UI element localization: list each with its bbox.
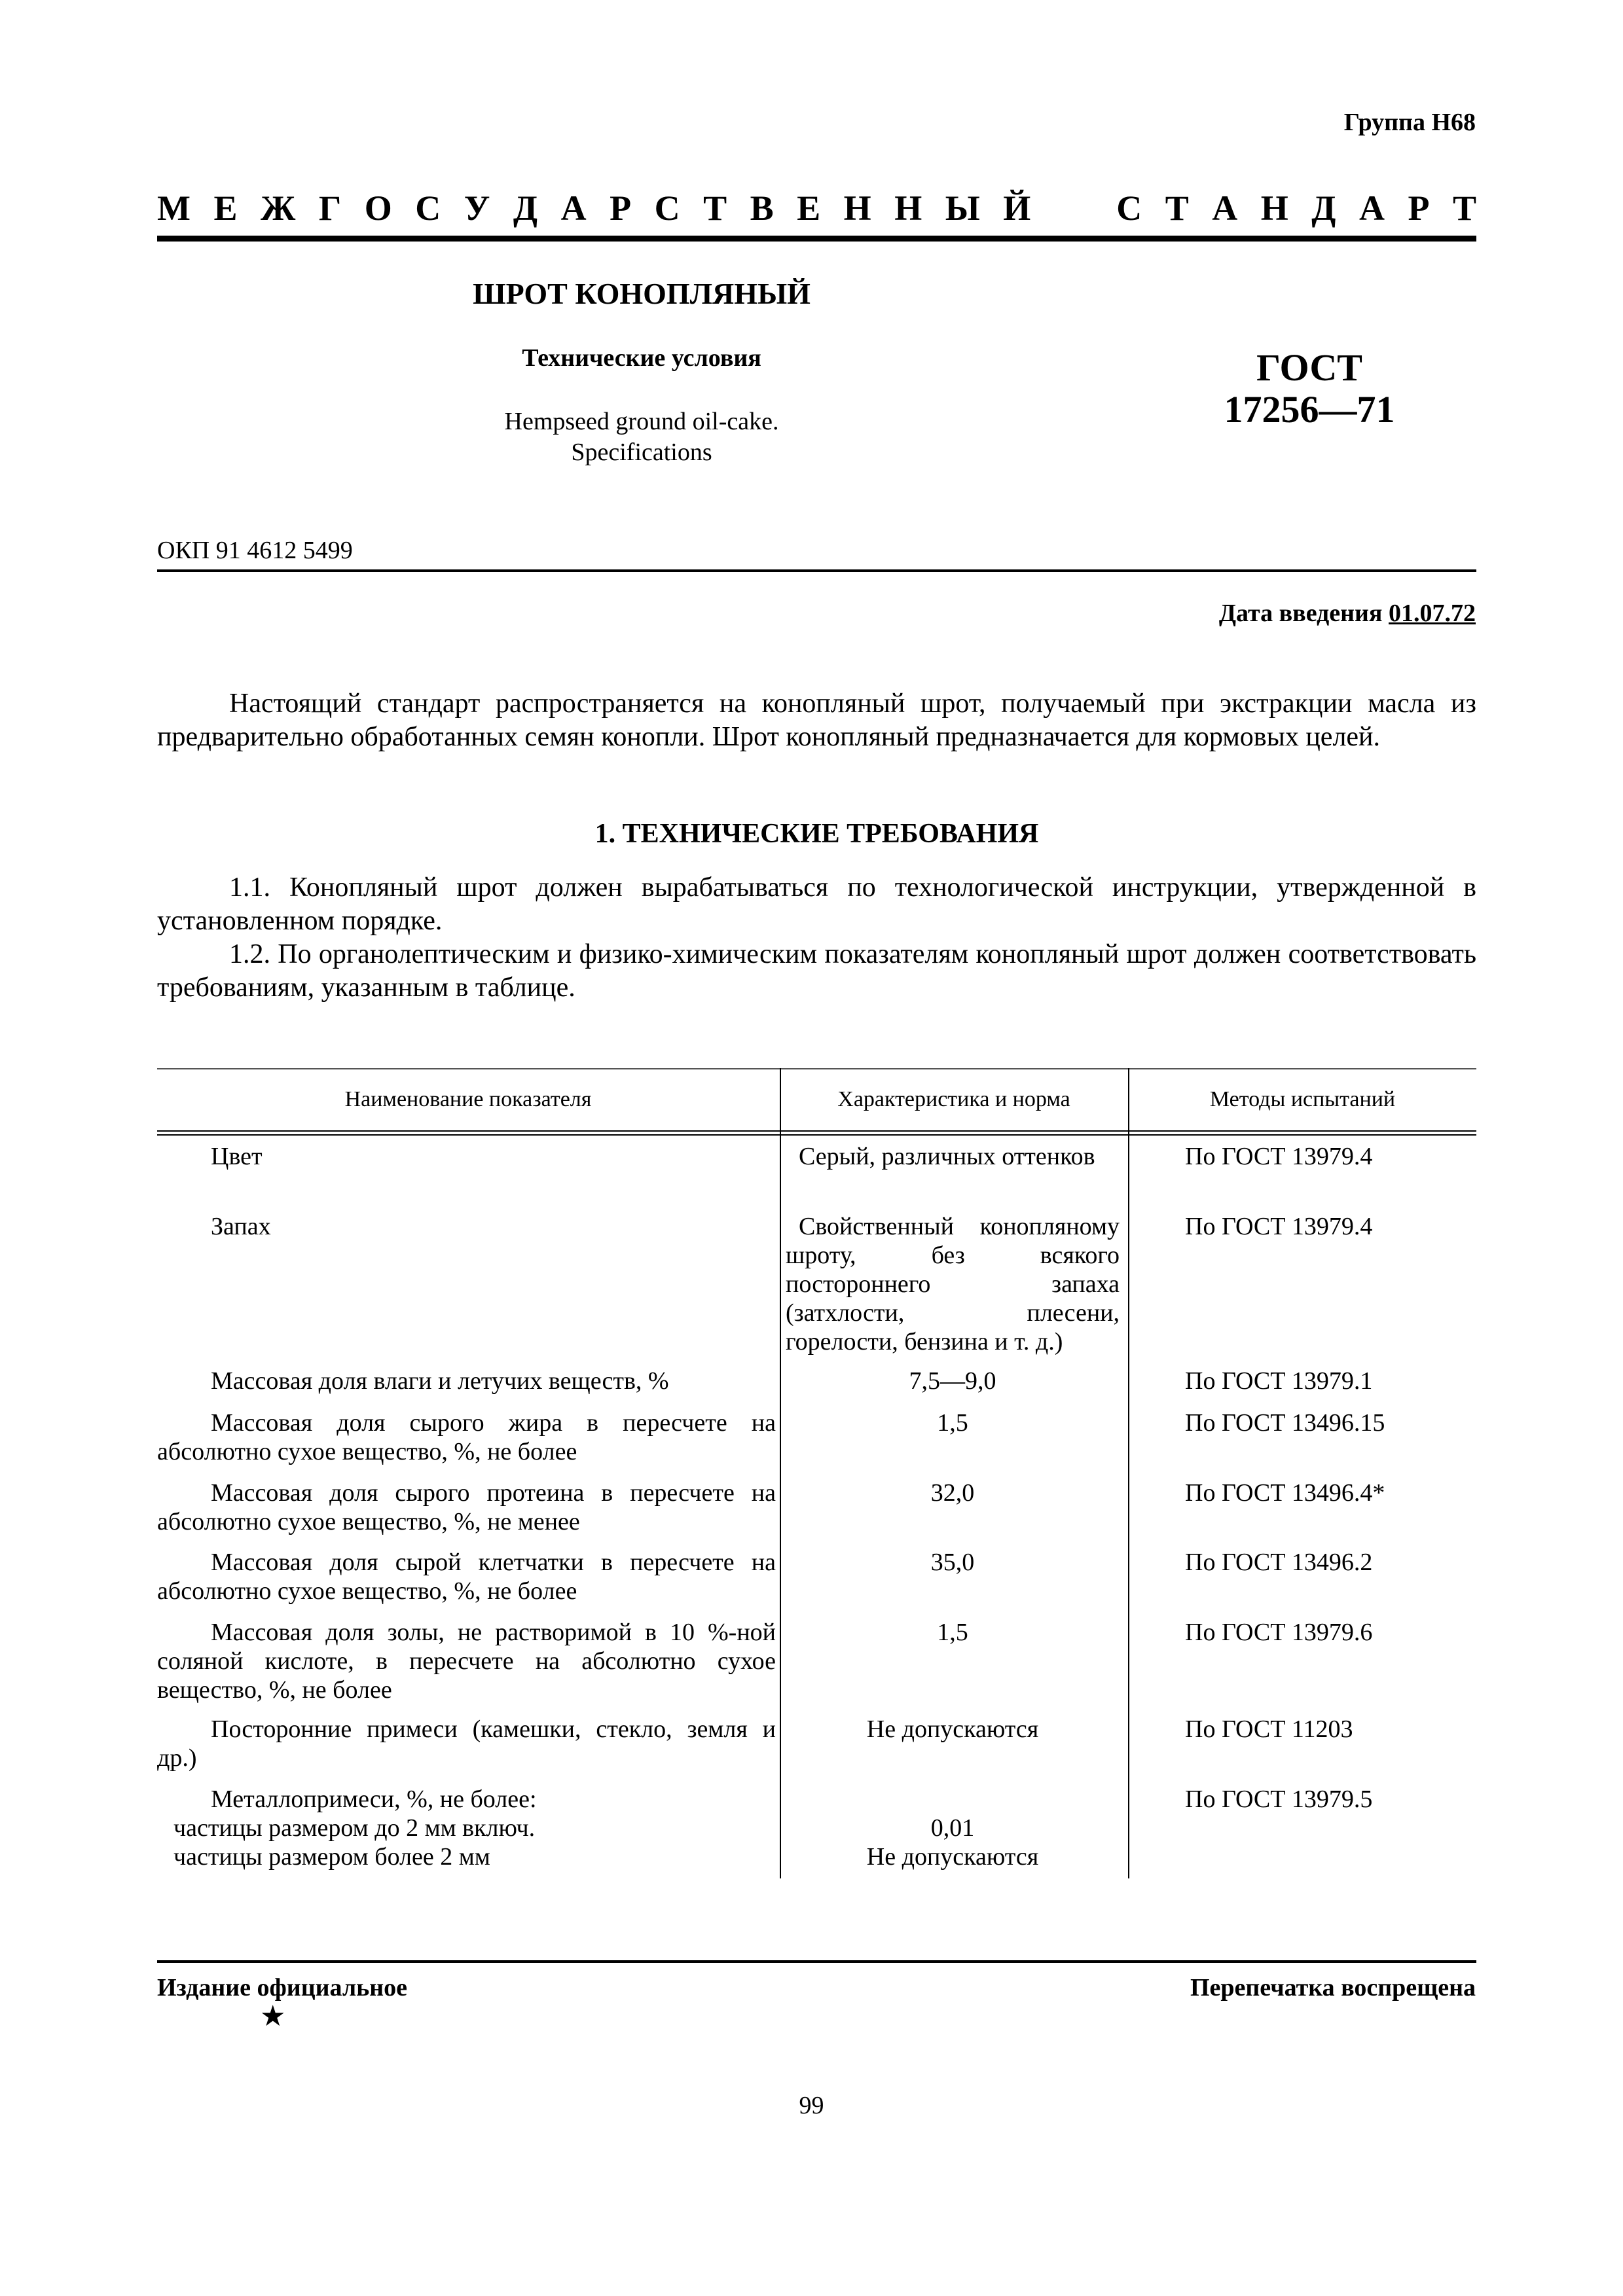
test-method: По ГОСТ 13496.2	[1185, 1549, 1373, 1576]
effective-date-value: 01.07.72	[1389, 600, 1476, 627]
gost-number: 17256—71	[1224, 388, 1395, 431]
heading-letter: О	[364, 188, 392, 228]
indicator-name: Массовая доля сырого протеина в пересчете на абсолютно сухое вещество, %, не менее	[157, 1479, 776, 1535]
heading-letter: У	[464, 188, 490, 228]
test-method: По ГОСТ 13979.4	[1185, 1143, 1373, 1170]
english-title-line2: Specifications	[571, 439, 712, 466]
indicator-name: Запах	[211, 1213, 271, 1240]
indicator-name: Цвет	[211, 1143, 263, 1170]
table-header-rule-1	[157, 1130, 1476, 1132]
heading-word-gap	[1054, 188, 1093, 227]
star-icon: ★	[260, 2000, 286, 2032]
heading-letter: Т	[1452, 188, 1476, 228]
heading-letter: Г	[318, 188, 342, 228]
page-number: 99	[799, 2092, 824, 2119]
indicator-norm: 32,0	[930, 1479, 975, 1507]
test-method: По ГОСТ 13979.1	[1185, 1367, 1373, 1395]
indicator-norm: Серый, различных оттенков	[799, 1143, 1095, 1170]
table-column-divider-1	[780, 1068, 781, 1878]
heading-letter: А	[560, 188, 587, 228]
indicator-name: Массовая доля сырого жира в пересчете на абсолютно сухое вещество, %, не более	[157, 1409, 776, 1465]
heading-letter: Р	[1408, 188, 1430, 228]
indicator-norm: 7,5—9,0	[909, 1367, 996, 1395]
test-method: По ГОСТ 13979.4	[1185, 1213, 1373, 1240]
okp-code: ОКП 91 4612 5499	[157, 537, 353, 564]
table-header-name: Наименование показателя	[344, 1087, 592, 1111]
heading-letter: А	[1359, 188, 1385, 228]
heading-letter: А	[1212, 188, 1238, 228]
table-top-rule	[157, 1068, 1476, 1069]
clause-1-2: 1.2. По органолептическим и физико-химическим показателям конопляный шрот должен соответствовать требованиям, указанным в таблице.	[157, 939, 1476, 1003]
heading-letter: Д	[513, 188, 538, 228]
heading-letter: Е	[213, 188, 238, 228]
test-method: По ГОСТ 13496.4*	[1185, 1479, 1385, 1507]
indicator-name: Массовая доля влаги и летучих веществ, %	[211, 1367, 669, 1395]
english-title-line1: Hempseed ground oil-cake.	[504, 408, 779, 435]
indicator-norm	[786, 1814, 1120, 1871]
table-header-norm: Характеристика и норма	[837, 1087, 1070, 1111]
heading-letter: Р	[610, 188, 632, 228]
indicator-norm: 35,0	[930, 1549, 975, 1576]
heading-letter: Д	[1311, 188, 1336, 228]
heading-letter: С	[654, 188, 680, 228]
heading-letter: Ж	[261, 188, 296, 228]
table-column-divider-2	[1128, 1068, 1129, 1878]
test-method: По ГОСТ 13979.5	[1185, 1785, 1373, 1813]
indicator-name	[157, 1785, 776, 1871]
heading-letter: М	[157, 188, 191, 228]
table-header-rule-2	[157, 1134, 1476, 1136]
indicator-norm: 1,5	[937, 1409, 968, 1437]
okp-rule	[157, 569, 1476, 572]
gost-label: ГОСТ	[1256, 346, 1362, 389]
group-code: Группа Н68	[1343, 109, 1476, 136]
heading-letter: С	[1116, 188, 1142, 228]
test-method: По ГОСТ 11203	[1185, 1715, 1353, 1743]
heading-letter: Й	[1003, 188, 1031, 228]
interstate-standard-heading	[157, 188, 1476, 227]
indicator-norm-sub1: 0,01	[930, 1814, 975, 1842]
heading-letter: Н	[1260, 188, 1288, 228]
official-edition-note: Издание официальное	[157, 1974, 408, 2001]
gost-designation	[1126, 347, 1493, 431]
table-header-method: Методы испытаний	[1209, 1087, 1396, 1111]
heading-letter: В	[750, 188, 774, 228]
footer-rule	[157, 1960, 1476, 1963]
indicator-name-main: Металлопримеси, %, не более:	[211, 1785, 537, 1813]
indicator-subitem: частицы размером до 2 мм включ.	[173, 1814, 536, 1842]
indicator-name: Массовая доля сырой клетчатки в пересчете на абсолютно сухое вещество, %, не более	[157, 1549, 776, 1605]
heading-letter: Н	[894, 188, 922, 228]
effective-date-label: Дата введения	[1218, 600, 1383, 627]
heading-thick-rule	[157, 236, 1476, 242]
intro-paragraph: Настоящий стандарт распространяется на конопляный шрот, получаемый при экстракции масла из предварительно обработанных семян конопли. Шрот конопляный предназначается для кормовых целей.	[157, 689, 1476, 752]
heading-letter: С	[415, 188, 441, 228]
indicator-norm: Не допускаются	[866, 1715, 1039, 1743]
indicator-name: Посторонние примеси (камешки, стекло, земля и др.)	[157, 1715, 776, 1772]
indicator-norm: 1,5	[937, 1619, 968, 1646]
indicator-subitem: частицы размером более 2 мм	[173, 1843, 490, 1871]
test-method: По ГОСТ 13979.6	[1185, 1619, 1373, 1646]
test-method: По ГОСТ 13496.15	[1185, 1409, 1385, 1437]
reprint-prohibited-note: Перепечатка воспрещена	[1190, 1974, 1476, 2001]
document-title: ШРОТ КОНОПЛЯНЫЙ	[473, 277, 811, 310]
indicator-norm-sub2: Не допускаются	[866, 1843, 1039, 1871]
heading-letter: Е	[797, 188, 821, 228]
heading-letter: Ы	[945, 188, 980, 228]
heading-letter: Т	[1165, 188, 1189, 228]
heading-letter: Т	[703, 188, 727, 228]
indicator-norm: Свойственный конопляному шроту, без всякого постороннего запаха (затхлости, плесени, горелости, бензина и т. д.)	[786, 1213, 1120, 1355]
heading-letter: Н	[843, 188, 871, 228]
document-subtitle: Технические условия	[522, 344, 761, 372]
indicator-name: Массовая доля золы, не растворимой в 10 %-ной соляной кислоте, в пересчете на абсолютно сухое вещество, %, не более	[157, 1619, 776, 1704]
section-title: 1. ТЕХНИЧЕСКИЕ ТРЕБОВАНИЯ	[594, 819, 1039, 849]
clause-1-1: 1.1. Конопляный шрот должен вырабатываться по технологической инструкции, утвержденной в установленном порядке.	[157, 872, 1476, 936]
effective-date	[1219, 599, 1476, 628]
